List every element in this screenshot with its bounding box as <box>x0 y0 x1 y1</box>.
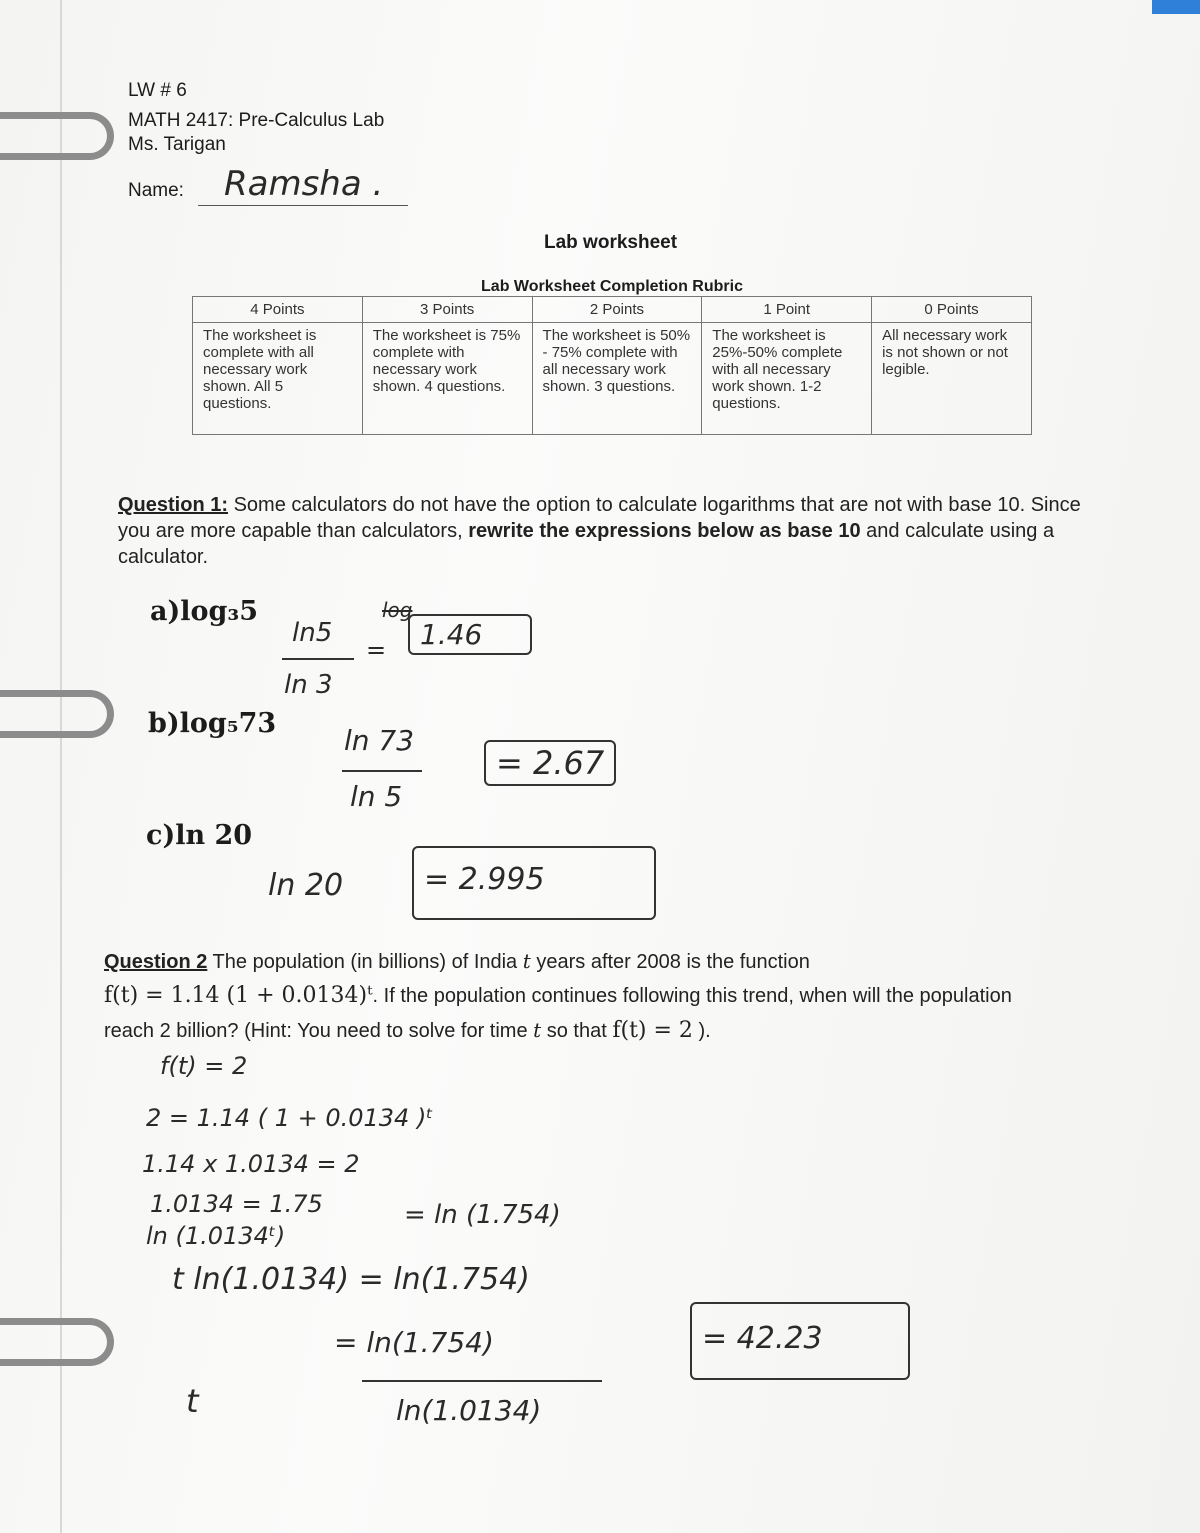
worksheet-title: Lab worksheet <box>544 232 678 253</box>
question-2-hint: so that <box>541 1020 613 1042</box>
part-b-numerator: ln 73 <box>344 724 415 757</box>
question-2-text <box>104 944 1064 1048</box>
work-line: 1.0134 = 1.75 <box>150 1190 323 1218</box>
rubric <box>192 278 1032 435</box>
part-b-denominator: ln 5 <box>350 780 403 813</box>
part-b-fraction-bar <box>342 770 422 772</box>
binder-ring-bottom <box>0 1318 114 1366</box>
work-line: ln(1.0134) <box>396 1394 542 1427</box>
rubric-cell: All necessary work is not shown or not legible. <box>872 323 1032 435</box>
population-formula: f(t) = 1.14 (1 + 0.0134)ᵗ <box>104 983 373 1008</box>
variable-t: t <box>522 949 531 973</box>
part-c-answer: = 2.995 <box>412 846 656 920</box>
rubric-header: 2 Points <box>532 297 702 323</box>
teacher-name: Ms. Tarigan <box>128 134 226 155</box>
question-1-instruction: rewrite the expressions below as base 10 <box>468 520 861 542</box>
work-line: t ln(1.0134) = ln(1.754) <box>172 1262 530 1297</box>
name-underline <box>198 205 408 206</box>
part-a-numerator: ln5 <box>292 618 333 648</box>
condition-formula: f(t) = 2 <box>612 1018 693 1043</box>
variable-t: t <box>533 1018 542 1042</box>
binder-ring-middle <box>0 690 114 738</box>
part-a-answer: 1.46 <box>408 614 532 655</box>
part-a-equals: = <box>366 636 387 664</box>
question-2-answer: = 42.23 <box>690 1302 910 1380</box>
name-label: Name: <box>128 180 184 201</box>
binder-ring-top <box>0 112 114 160</box>
course-title: MATH 2417: Pre-Calculus Lab <box>128 110 385 131</box>
rubric-cell: The worksheet is 25%-50% complete with all necessary work shown. 1-2 questions. <box>702 323 872 435</box>
rubric-table <box>192 296 1032 435</box>
rubric-header: 0 Points <box>872 297 1032 323</box>
rubric-caption: Lab Worksheet Completion Rubric <box>481 278 743 295</box>
question-2-label: Question 2 <box>104 951 208 973</box>
blue-edge <box>1152 0 1200 14</box>
rubric-cell: The worksheet is 50% - 75% complete with all necessary work shown. 3 questions. <box>532 323 702 435</box>
work-line: = ln(1.754) <box>334 1326 494 1359</box>
binder-margin <box>60 0 62 1533</box>
part-c-work: ln 20 <box>268 868 344 903</box>
question-2-end: ). <box>692 1020 711 1042</box>
question-2-intro: The population (in billions) of India <box>207 951 523 973</box>
question-1-label: Question 1: <box>118 494 229 516</box>
lw-number: LW # 6 <box>128 80 187 101</box>
work-line: t <box>186 1382 199 1420</box>
student-name: Ramsha . <box>224 164 384 204</box>
part-c-label: c)ln 20 <box>146 820 253 851</box>
part-b-answer: = 2.67 <box>484 740 616 786</box>
question-1-text <box>118 492 1098 570</box>
question-2-prompt: . If the population continues following this trend, when will the population reach 2 billion? (Hint: You need to solve for time <box>104 985 1012 1042</box>
rubric-cell: The worksheet is 75% complete with necessary work shown. 4 questions. <box>362 323 532 435</box>
work-line: f(t) = 2 <box>160 1052 248 1080</box>
question-1-intro: Some calculators do not have the option to calculate logarithms that are not with base 10. Since you are more capable than calculators, <box>118 494 1081 542</box>
work-line: 1.14 x 1.0134 = 2 <box>142 1150 360 1178</box>
work-line: 2 = 1.14 ( 1 + 0.0134 )ᵗ <box>146 1104 434 1132</box>
question-1-end: and calculate using a calculator. <box>118 520 1055 568</box>
question-2-desc: years after 2008 is the function <box>530 951 810 973</box>
work-line: = ln (1.754) <box>404 1200 561 1230</box>
final-fraction-bar <box>362 1380 602 1382</box>
part-a-crossed-log: log <box>382 598 413 622</box>
part-b-label: b)log₅73 <box>148 708 277 739</box>
part-a-label: a)log₃5 <box>150 596 259 627</box>
rubric-header: 3 Points <box>362 297 532 323</box>
part-a-denominator: ln 3 <box>284 670 333 700</box>
rubric-cell: The worksheet is complete with all necessary work shown. All 5 questions. <box>193 323 363 435</box>
work-line: ln (1.0134ᵗ) <box>146 1222 286 1250</box>
rubric-header: 1 Point <box>702 297 872 323</box>
rubric-header: 4 Points <box>193 297 363 323</box>
part-a-fraction-bar <box>282 658 354 660</box>
